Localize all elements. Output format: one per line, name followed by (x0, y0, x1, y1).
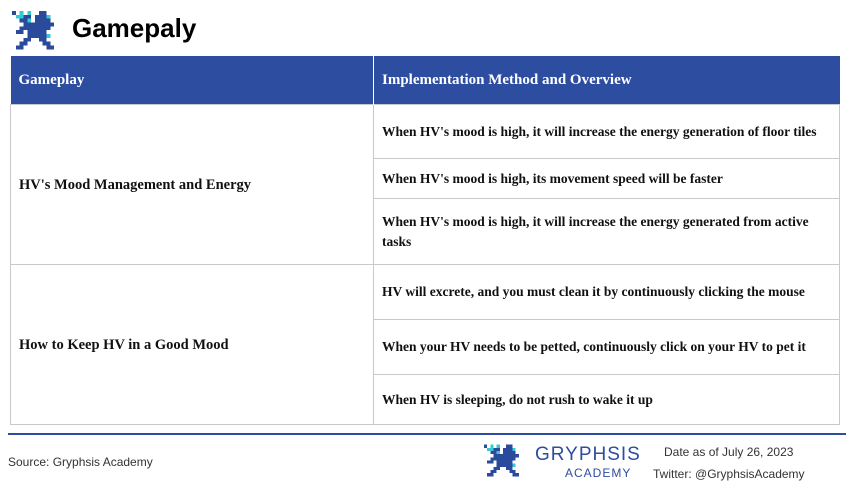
column-header-gameplay: Gameplay (11, 56, 374, 105)
footer-divider (8, 433, 846, 435)
table-header-row (11, 56, 840, 105)
category-cell: How to Keep HV in a Good Mood (11, 265, 374, 425)
source-note: Source: Gryphsis Academy (8, 455, 153, 469)
item-cell: When HV's mood is high, its movement speed will be faster (374, 159, 840, 199)
item-cell: When HV's mood is high, it will increase the energy generated from active tasks (374, 199, 840, 265)
column-header-implementation: Implementation Method and Overview (374, 56, 840, 105)
item-cell: When HV's mood is high, it will increase the energy generation of floor tiles (374, 105, 840, 159)
brand-subtitle: ACADEMY (565, 466, 632, 480)
brand-name: GRYPHSIS (535, 444, 641, 465)
date-note: Date as of July 26, 2023 (664, 445, 794, 459)
gameplay-table (10, 56, 840, 425)
page-title: Gamepaly (72, 13, 197, 43)
twitter-handle: Twitter: @GryphsisAcademy (653, 467, 805, 481)
item-cell: HV will excrete, and you must clean it by continuously clicking the mouse (374, 265, 840, 320)
item-cell: When HV is sleeping, do not rush to wake it up (374, 375, 840, 425)
table-row (11, 265, 840, 320)
item-cell: When your HV needs to be petted, continuously click on your HV to pet it (374, 320, 840, 375)
category-cell: HV's Mood Management and Energy (11, 105, 374, 265)
griffin-logo-icon (12, 10, 58, 54)
table-row (11, 105, 840, 159)
griffin-logo-icon (484, 444, 522, 480)
